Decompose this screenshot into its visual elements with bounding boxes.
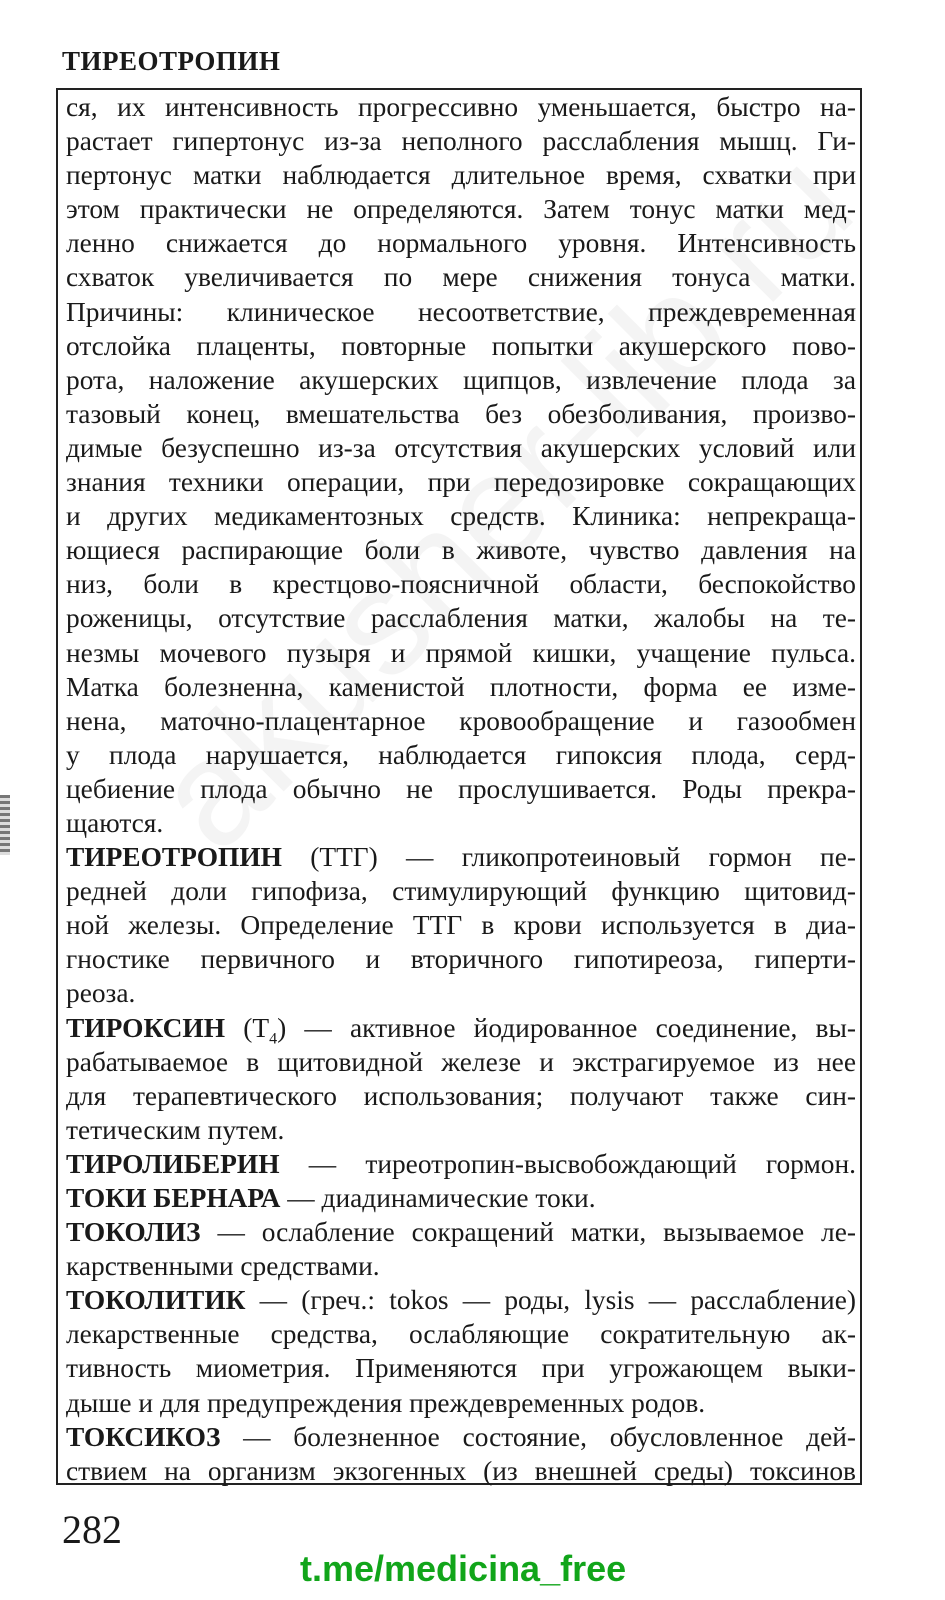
text-line: пертонус матки наблюдается длительное время, схватки при [66,160,856,191]
entry-definition: — ослабление сокращений матки, вызываемое ле- [200,1217,856,1248]
text-line: ся, их интенсивность прогрессивно уменьшается, быстро на- [66,92,856,122]
entry-definition: — болезненное состояние, обусловленное дей- [220,1421,856,1452]
entry-definition: — активное йодированное соединение, вы- [286,1012,857,1043]
text-line: дыше и для предупреждения преждевременных родов. [66,1387,706,1418]
text-line: тетическим путем. [66,1114,285,1145]
channel-link[interactable]: t.me/medicina_free [300,1548,627,1589]
text-line: щаются. [66,807,164,838]
text-line: для терапевтического использования; получают также син- [66,1080,856,1111]
text-line: и других медикаментозных средств. Клиника: непрекраща- [66,501,856,532]
text-line: лекарственные средства, ослабляющие сократительную ак- [66,1319,856,1350]
text-line: Причины: клиническое несоответствие, преждевременная [66,296,856,327]
text-line: редней доли гипофиза, стимулирующий функцию щитовид- [66,876,856,907]
dictionary-text [66,90,856,1488]
text-line: тазовый конец, вмешательства без обезболивания, произво- [66,398,856,429]
entry-term: ТИРОЛИБЕРИН [66,1148,280,1179]
text-line: знания техники операции, при передозировке сокращающих [66,467,856,498]
text-line: Матка болезненна, каменистой плотности, форма ее изме- [66,671,856,702]
entry-tokolitik [66,1283,856,1317]
text-line: этом практически не определяются. Затем тонус матки мед- [66,194,856,225]
entry-term: ТОКОЛИТИК [66,1285,246,1316]
text-line: реоза. [66,978,136,1009]
text-line: тивность миометрия. Применяются при угрожающем выки- [66,1353,856,1384]
text-line: роженицы, отсутствие расслабления матки, жалобы на те- [66,603,856,634]
entry-definition: — (греч.: tokos — роды, lysis — расслабление) [245,1285,856,1316]
text-line: рабатываемое в щитовидной железе и экстрагируемое из нее [66,1046,856,1077]
text-line: отслойка плаценты, повторные попытки акушерского пово- [66,330,856,361]
entry-definition: — тиреотропин-высвобождающий гормон. [279,1148,856,1179]
entry-toksikoz [66,1420,856,1454]
entry-definition: (ТТГ) — гликопротеиновый гормон пе- [281,842,856,873]
text-line: нена, маточно-плацентарное кровообращение и газообмен [66,705,856,736]
entry-term: ТОКОЛИЗ [66,1217,201,1248]
subscript: 4 [269,1030,278,1047]
text-line: низ, боли в крестцово-поясничной области, беспокойство [66,569,856,600]
text-line: схваток увеличивается по мере снижения тонуса матки. [66,262,856,293]
text-line: гностике первичного и вторичного гипотиреоза, гиперти- [66,944,856,975]
text-line: ной железы. Определение ТТГ в крови используется в диа- [66,910,856,941]
entry-tiroliberin [66,1147,856,1181]
text-line: ющиеся распирающие боли в животе, чувство давления на [66,535,856,566]
entry-definition: — диадинамические токи. [280,1183,596,1213]
entry-tireotropin [66,840,856,874]
text-line: ленно снижается до нормального уровня. Интенсивность [66,228,856,259]
entry-toki-bernara [66,1181,856,1215]
entry-term: ТИРОКСИН [66,1012,226,1043]
entry-term: ТИРЕОТРОПИН [66,842,282,873]
text-line: растает гипертонус из-за неполного расслабления мышц. Ги- [66,126,856,157]
text-line: рота, наложение акушерских щипцов, извлечение плода за [66,364,856,395]
entry-tiroksin [66,1011,856,1045]
text-line: карственными средствами. [66,1251,380,1282]
entry-term-paren: (Т [225,1012,270,1043]
entry-term: ТОКСИКОЗ [66,1421,221,1452]
text-line: у плода нарушается, наблюдается гипоксия плода, серд- [66,739,856,770]
text-line: димые безуспешно из-за отсутствия акушерских условий или [66,432,856,463]
entry-term: ТОКИ БЕРНАРА [66,1183,281,1213]
text-line: цебиение плода обычно не прослушивается. Роды прекра- [66,773,856,804]
scan-artifact [0,795,10,855]
text-line: незмы мочевого пузыря и прямой кишки, учащение пульса. [66,637,856,668]
text-line: ствием на организм экзогенных (из внешней среды) токсинов [66,1455,856,1486]
running-head: ТИРЕОТРОПИН [62,46,281,76]
entry-tokoliz [66,1215,856,1249]
entry-term-paren-close: ) [277,1012,287,1043]
page-number: 282 [62,1507,122,1552]
